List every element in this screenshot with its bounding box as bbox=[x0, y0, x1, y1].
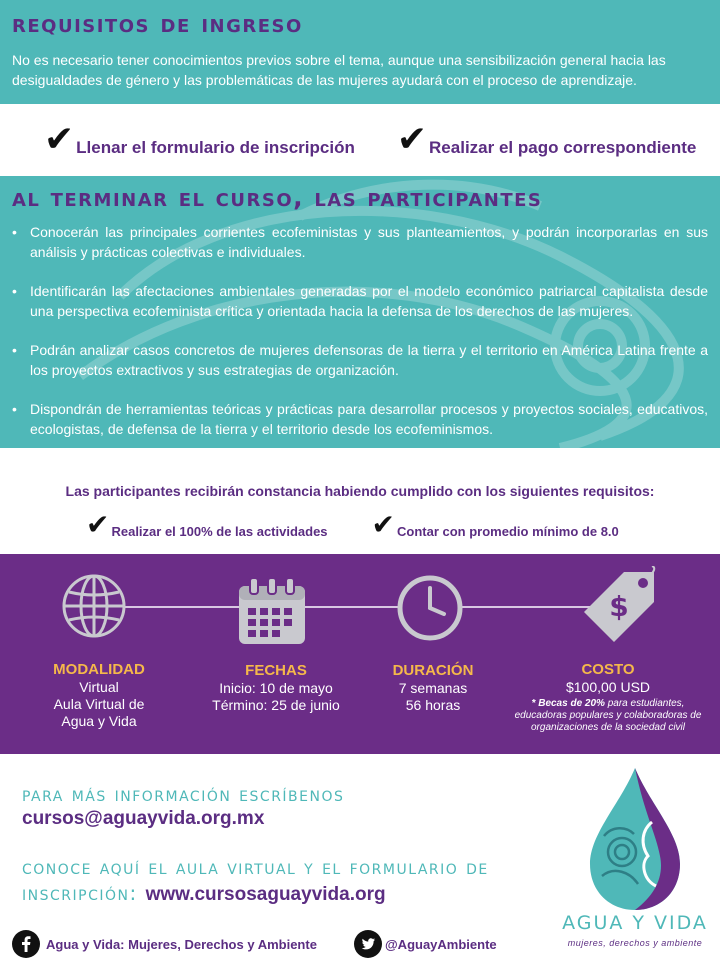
list-item: • Dispondrán de herramientas teóricas y prácticas para desarrollar procesos y proyectos sociales, educativos, ecologistas, de defensa de la tierra y el territorio desde los ecofeminismos. bbox=[12, 399, 708, 439]
facebook-icon bbox=[12, 930, 40, 958]
logo-name: AGUA Y VIDA bbox=[562, 912, 708, 934]
requirements-section bbox=[0, 0, 720, 104]
timeline-line bbox=[90, 606, 630, 608]
modality-line: Virtual bbox=[79, 679, 119, 695]
list-item: • Identificarán las afectaciones ambientales generadas por el modelo económico patriarcal capitalista desde una perspectiva ecofeminista crítica y orientada hacia la defensa de los derechos de las mujeres. bbox=[12, 281, 708, 321]
checkmark-icon: ✔ bbox=[396, 119, 428, 160]
agua-y-vida-logo bbox=[560, 764, 710, 960]
cost-price: $100,00 USD bbox=[565, 679, 651, 695]
info-heading: para más información escríbenos bbox=[22, 782, 345, 806]
check-label: Contar con promedio mínimo de 8.0 bbox=[397, 524, 619, 539]
certificate-section bbox=[0, 448, 720, 554]
checkmark-icon: ✔ bbox=[371, 508, 396, 541]
duration-line: 56 horas bbox=[405, 697, 461, 713]
outcomes-section bbox=[0, 176, 720, 448]
certificate-checklist bbox=[0, 508, 720, 541]
requirements-text: No es necesario tener conocimientos previos sobre el tema, aunque una sensibilización general hacia las desigualdades de género y las problemáticas de las mujeres ayudará con el proceso de aprendizaje. bbox=[12, 52, 666, 88]
outcomes-list bbox=[12, 222, 708, 439]
cost-title: COSTO bbox=[581, 661, 635, 678]
svg-text:$: $ bbox=[609, 590, 629, 623]
clock-icon bbox=[396, 574, 464, 642]
check-item-form bbox=[44, 119, 355, 160]
price-tag-icon bbox=[578, 566, 660, 648]
course-info-band bbox=[0, 554, 720, 754]
logo-tagline: mujeres, derechos y ambiente bbox=[567, 938, 703, 948]
calendar-icon bbox=[236, 578, 308, 646]
twitter-link[interactable]: @AguayAmbiente bbox=[354, 930, 497, 958]
modality-line: Agua y Vida bbox=[61, 713, 137, 729]
modality-block bbox=[24, 660, 174, 730]
water-drop-logo-icon bbox=[560, 764, 710, 914]
email-link[interactable]: cursos@aguayvida.org.mx bbox=[22, 808, 265, 829]
globe-icon bbox=[60, 572, 128, 640]
check-item-activities bbox=[86, 508, 328, 541]
dates-line: Término: 25 de junio bbox=[212, 697, 340, 713]
list-item: • Conocerán las principales corrientes ecofeministas y sus planteamientos, y podrán incorporarlas en sus análisis y prácticas colectivas e individuales. bbox=[12, 222, 708, 262]
dates-title: FECHAS bbox=[245, 662, 307, 679]
check-item-average bbox=[371, 508, 619, 541]
outcomes-heading: al terminar el curso, las participantes bbox=[12, 183, 543, 212]
check-item-payment bbox=[396, 119, 697, 160]
duration-line: 7 semanas bbox=[398, 680, 468, 696]
checkmark-icon: ✔ bbox=[86, 508, 110, 541]
certificate-title: Las participantes recibirán constancia habiendo cumplido con los siguientes requisitos: bbox=[65, 483, 655, 499]
checkmark-icon: ✔ bbox=[44, 119, 75, 160]
list-item: • Podrán analizar casos concretos de mujeres defensoras de la tierra y el territorio en América Latina frente a los proyectos extractivos y sus estrategias de organización. bbox=[12, 340, 708, 380]
scholarship-note: * Becas de 20% para estudiantes, educadoras populares y colaboradoras de organizaciones de la sociedad civil bbox=[514, 698, 702, 733]
modality-line: Aula Virtual de bbox=[53, 696, 145, 712]
twitter-icon bbox=[354, 930, 382, 958]
requirements-checklist bbox=[0, 104, 720, 176]
modality-title: MODALIDAD bbox=[53, 661, 145, 678]
duration-block bbox=[368, 661, 498, 714]
check-label: Realizar el pago correspondiente bbox=[429, 138, 697, 157]
facebook-link[interactable]: Agua y Vida: Mujeres, Derechos y Ambiente bbox=[12, 930, 317, 958]
aula-heading: conoce aquí el aula virtual y el formulario de inscripción: www.cursosaguayvida.org bbox=[22, 855, 489, 905]
cost-block bbox=[510, 660, 706, 734]
check-label: Llenar el formulario de inscripción bbox=[76, 138, 355, 157]
website-link[interactable]: www.cursosaguayvida.org bbox=[145, 884, 386, 905]
requirements-heading: requisitos de ingreso bbox=[12, 9, 303, 39]
duration-title: DURACIÓN bbox=[392, 662, 474, 679]
check-label: Realizar el 100% de las actividades bbox=[111, 524, 328, 539]
dates-block bbox=[196, 661, 356, 714]
dates-line: Inicio: 10 de mayo bbox=[219, 680, 333, 696]
contact-section bbox=[0, 754, 720, 960]
